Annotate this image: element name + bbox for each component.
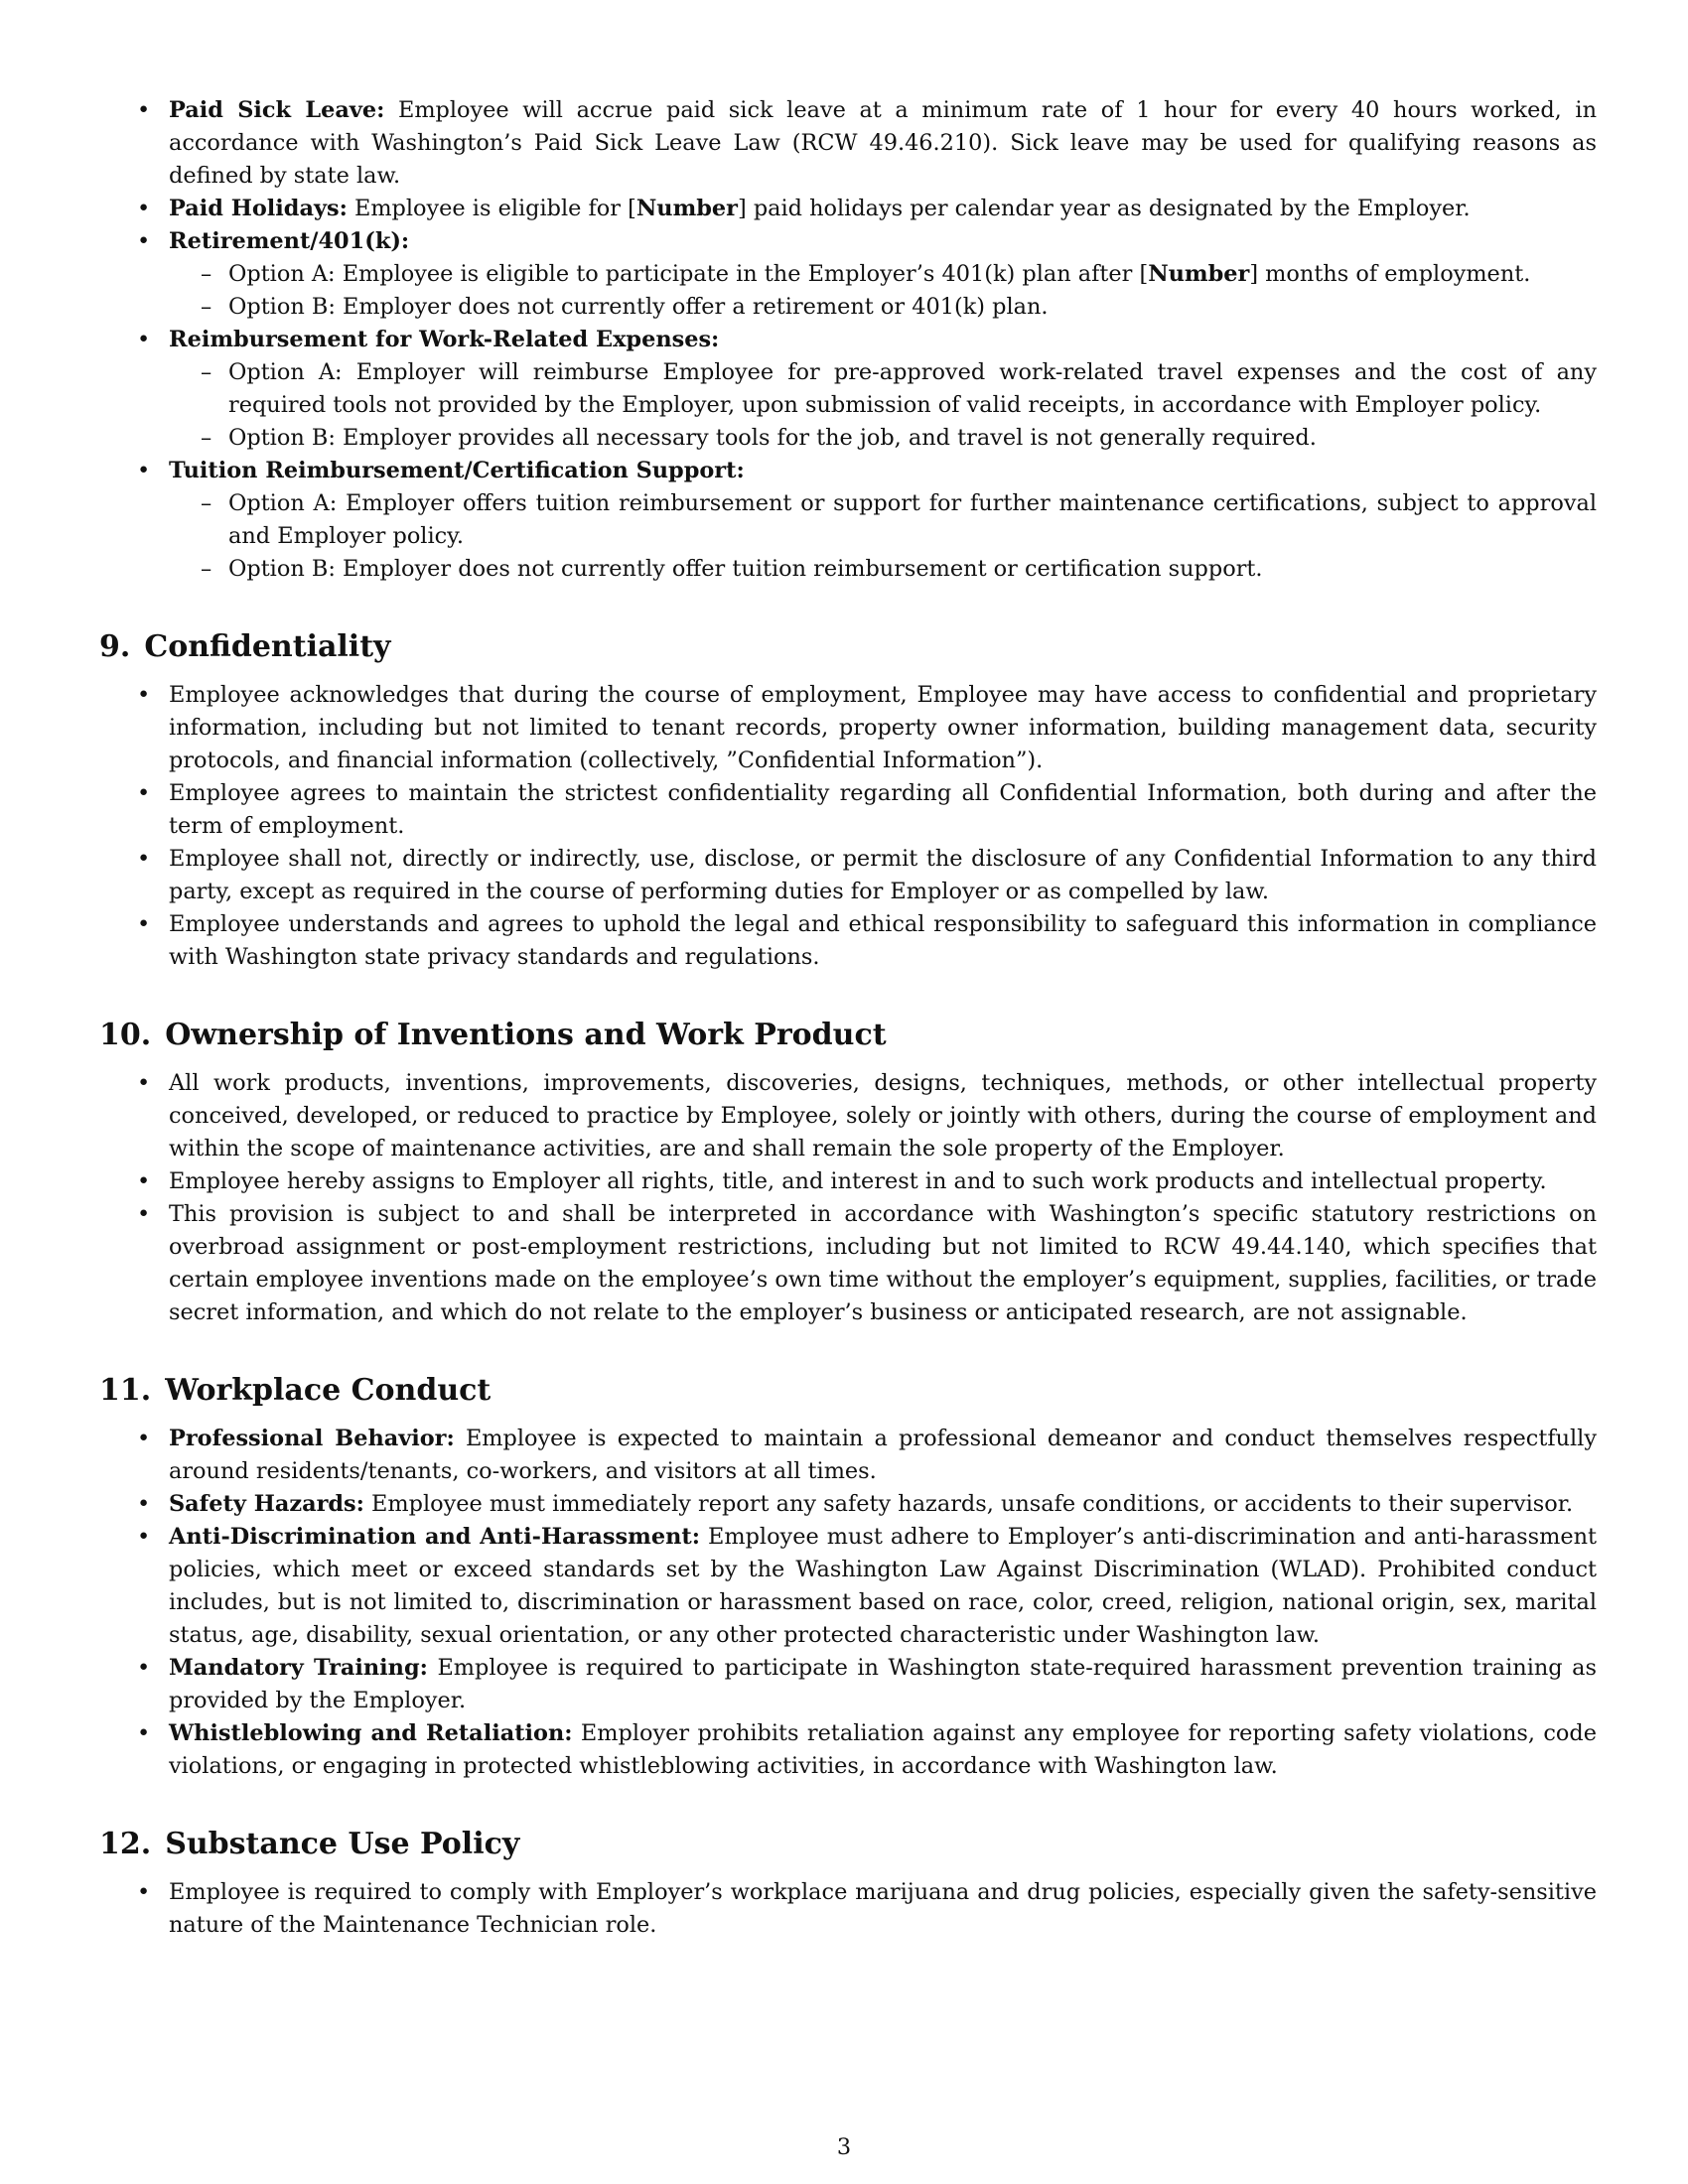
item-label: Anti-Discrimination and Anti-Harassment:	[169, 1524, 700, 1550]
conduct-list	[99, 1423, 1597, 1783]
bullet-marker: •	[137, 780, 151, 806]
list-item	[99, 1717, 1597, 1783]
section-heading	[99, 1825, 1597, 1864]
item-label: Paid Holidays:	[169, 196, 348, 221]
section-title: Ownership of Inventions and Work Product	[165, 1018, 887, 1052]
dash-marker: –	[201, 359, 212, 385]
list-item	[99, 94, 1597, 193]
document-page	[99, 94, 1597, 1942]
option-item	[169, 553, 1597, 586]
section-title: Confidentiality	[144, 629, 391, 664]
dash-marker: –	[201, 294, 212, 320]
bullet-marker: •	[137, 911, 151, 937]
item-text: Employee agrees to maintain the strictest confidentiality regarding all Confidential Information, both during and after the term of employment.	[169, 780, 1597, 839]
bullet-marker: •	[137, 1201, 151, 1227]
bullet-marker: •	[137, 1879, 151, 1905]
bullet-marker: •	[137, 458, 151, 483]
bullet-marker: •	[137, 1720, 151, 1746]
option-text: Option B: Employer does not currently offer a retirement or 401(k) plan.	[228, 294, 1049, 320]
list-item	[99, 225, 1597, 324]
bullet-marker: •	[137, 196, 151, 221]
bullet-marker: •	[137, 327, 151, 352]
item-text: Employee acknowledges that during the course of employment, Employee may have access to confidential and proprietary information, including but not limited to tenant records, property owner information, building management data, security protocols, and financial information (collectively, ”Confidential Information”).	[169, 682, 1597, 773]
item-text: Employee shall not, directly or indirectly, use, disclose, or permit the disclosure of any Confidential Information to any third party, except as required in the course of performing duties for Employer or as compelled by law.	[169, 846, 1597, 904]
item-text: Employer prohibits retaliation against any employee for reporting safety violations, code violations, or engaging in protected whistleblowing activities, in accordance with Washington law.	[169, 1720, 1597, 1779]
item-text: ] paid holidays per calendar year as designated by the Employer.	[737, 196, 1471, 221]
option-text: Option B: Employer provides all necessary tools for the job, and travel is not generally required.	[228, 425, 1317, 451]
bullet-marker: •	[137, 846, 151, 872]
list-item	[99, 843, 1597, 908]
list-item	[99, 193, 1597, 225]
option-text: Option A: Employee is eligible to participate in the Employer’s 401(k) plan after [	[228, 261, 1149, 287]
section-number: 11.	[99, 1373, 152, 1408]
dash-marker: –	[201, 425, 212, 451]
section-heading	[99, 1371, 1597, 1411]
item-text: Employee is required to participate in Washington state-required harassment prevention training as provided by the Employer.	[169, 1655, 1597, 1713]
item-text: Employee will accrue paid sick leave at a minimum rate of 1 hour for every 40 hours worked, in accordance with Washington’s Paid Sick Leave Law (RCW 49.46.210). Sick leave may be used for qualifying reasons as defined by state law.	[169, 97, 1597, 189]
list-item	[99, 1488, 1597, 1521]
option-list	[169, 356, 1597, 455]
option-item	[169, 291, 1597, 324]
option-text: ] months of employment.	[1249, 261, 1531, 287]
bullet-marker: •	[137, 228, 151, 254]
item-label: Reimbursement for Work-Related Expenses:	[169, 327, 720, 352]
benefits-list	[99, 94, 1597, 586]
placeholder-field: Number	[1148, 261, 1250, 287]
section-title: Workplace Conduct	[165, 1373, 492, 1408]
option-item	[169, 356, 1597, 422]
list-item	[99, 777, 1597, 843]
option-text: Option B: Employer does not currently offer tuition reimbursement or certification support.	[228, 556, 1263, 582]
bullet-marker: •	[137, 1168, 151, 1194]
bullet-marker: •	[137, 97, 151, 123]
section-number: 12.	[99, 1827, 152, 1861]
dash-marker: –	[201, 556, 212, 582]
bullet-marker: •	[137, 1070, 151, 1096]
list-item	[99, 1198, 1597, 1329]
item-text: Employee understands and agrees to uphold the legal and ethical responsibility to safeguard this information in compliance with Washington state privacy standards and regulations.	[169, 911, 1597, 970]
option-text: Option A: Employer will reimburse Employee for pre-approved work-related travel expenses and the cost of any required tools not provided by the Employer, upon submission of valid receipts, in accordance with Employer policy.	[228, 359, 1597, 418]
page-number: 3	[836, 2134, 852, 2160]
substance-list	[99, 1876, 1597, 1942]
bullet-marker: •	[137, 1491, 151, 1517]
bullet-marker: •	[137, 682, 151, 708]
item-label: Whistleblowing and Retaliation:	[169, 1720, 573, 1746]
item-text: Employee is required to comply with Employer’s workplace marijuana and drug policies, especially given the safety-sensitive nature of the Maintenance Technician role.	[169, 1879, 1597, 1938]
list-item	[99, 1652, 1597, 1717]
option-list	[169, 487, 1597, 586]
option-item	[169, 258, 1597, 291]
section-number: 10.	[99, 1018, 152, 1052]
placeholder-field: Number	[635, 196, 738, 221]
item-label: Tuition Reimbursement/Certification Support:	[169, 458, 745, 483]
list-item	[99, 908, 1597, 974]
dash-marker: –	[201, 261, 212, 287]
confidentiality-list	[99, 679, 1597, 974]
section-number: 9.	[99, 629, 131, 664]
section-heading	[99, 1016, 1597, 1055]
bullet-marker: •	[137, 1524, 151, 1550]
list-item	[99, 1521, 1597, 1652]
bullet-marker: •	[137, 1426, 151, 1451]
list-item	[99, 1423, 1597, 1488]
option-item	[169, 422, 1597, 455]
option-list	[169, 258, 1597, 324]
item-label: Paid Sick Leave:	[169, 97, 385, 123]
item-text: Employee is expected to maintain a professional demeanor and conduct themselves respectfully around residents/tenants, co-workers, and visitors at all times.	[169, 1426, 1597, 1484]
ownership-list	[99, 1067, 1597, 1329]
item-text: Employee must immediately report any safety hazards, unsafe conditions, or accidents to their supervisor.	[363, 1491, 1574, 1517]
list-item	[99, 679, 1597, 777]
option-item	[169, 487, 1597, 553]
item-label: Retirement/401(k):	[169, 228, 410, 254]
item-label: Safety Hazards:	[169, 1491, 364, 1517]
item-label: Professional Behavior:	[169, 1426, 455, 1451]
list-item	[99, 1876, 1597, 1942]
section-title: Substance Use Policy	[165, 1827, 520, 1861]
item-text: Employee is eligible for [	[347, 196, 636, 221]
bullet-marker: •	[137, 1655, 151, 1681]
section-heading	[99, 627, 1597, 667]
item-label: Mandatory Training:	[169, 1655, 428, 1681]
item-text: This provision is subject to and shall be interpreted in accordance with Washington’s specific statutory restrictions on overbroad assignment or post-employment restrictions, including but not limited to RCW 49.44.140, which specifies that certain employee inventions made on the employee’s own time without the employer’s equipment, supplies, facilities, or trade secret information, and which do not relate to the employer’s business or anticipated research, are not assignable.	[169, 1201, 1597, 1325]
dash-marker: –	[201, 490, 212, 516]
list-item	[99, 455, 1597, 586]
item-text: Employee must adhere to Employer’s anti-discrimination and anti-harassment policies, which meet or exceed standards set by the Washington Law Against Discrimination (WLAD). Prohibited conduct includes, but is not limited to, discrimination or harassment based on race, color, creed, religion, national origin, sex, marital status, age, disability, sexual orientation, or any other protected characteristic under Washington law.	[169, 1524, 1597, 1648]
item-text: Employee hereby assigns to Employer all rights, title, and interest in and to such work products and intellectual property.	[169, 1168, 1547, 1194]
item-text: All work products, inventions, improvements, discoveries, designs, techniques, methods, or other intellectual property conceived, developed, or reduced to practice by Employee, solely or jointly with others, during the course of employment and within the scope of maintenance activities, are and shall remain the sole property of the Employer.	[169, 1070, 1597, 1161]
list-item	[99, 1165, 1597, 1198]
option-text: Option A: Employer offers tuition reimbursement or support for further maintenance certifications, subject to approval and Employer policy.	[228, 490, 1597, 549]
list-item	[99, 1067, 1597, 1165]
list-item	[99, 324, 1597, 455]
